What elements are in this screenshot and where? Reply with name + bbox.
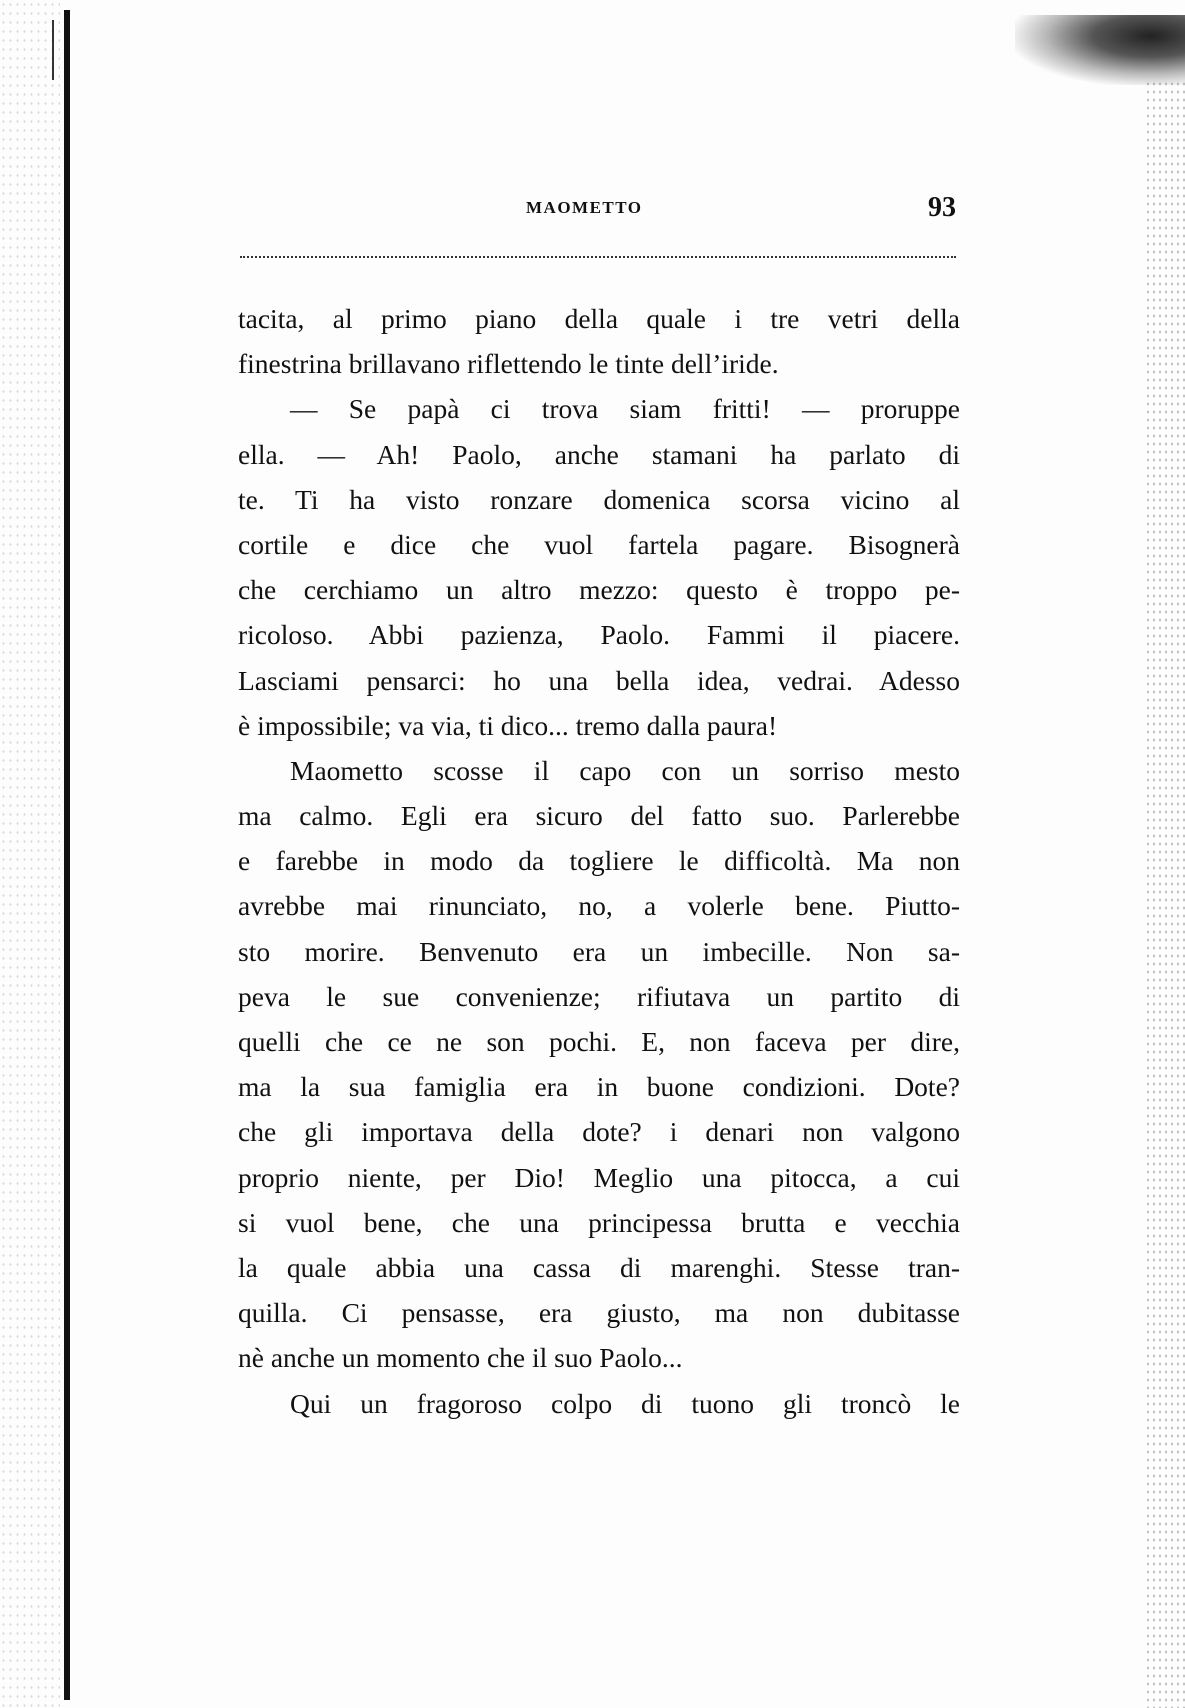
text-line: finestrina brillavano riflettendo le tinte dell’iride.	[238, 348, 779, 380]
text-line: cortile e dice che vuol fartela pagare. Bisognerà	[238, 528, 960, 560]
text-line: te. Ti ha visto ronzare domenica scorsa vicino al	[238, 483, 960, 515]
running-title: MAOMETTO	[526, 198, 643, 217]
binding-shadow-line	[64, 10, 70, 1700]
page-header	[236, 192, 956, 228]
text-line: la quale abbia una cassa di marenghi. Stesse tran-	[238, 1251, 960, 1283]
corner-smudge	[1015, 15, 1185, 85]
text-line: che cerchiamo un altro mezzo: questo è troppo pe-	[238, 574, 960, 606]
text-line: quelli che ce ne son pochi. E, non faceva per dire,	[238, 1026, 960, 1057]
page-number: 93	[928, 192, 956, 223]
text-line: si vuol bene, che una principessa brutta e vecchia	[238, 1206, 960, 1238]
body-text	[238, 296, 960, 1426]
text-line: nè anche un momento che il suo Paolo...	[238, 1342, 683, 1374]
text-line: — Se papà ci trova siam fritti! — proruppe	[290, 393, 960, 425]
binding-mark	[52, 20, 54, 80]
text-line: ella. — Ah! Paolo, anche stamani ha parlato di	[238, 438, 960, 470]
text-line: quilla. Ci pensasse, era giusto, ma non dubitasse	[238, 1297, 960, 1329]
text-line: e farebbe in modo da togliere le difficoltà. Ma non	[238, 845, 960, 877]
header-rule	[240, 256, 956, 258]
text-line: ma la sua famiglia era in buone condizioni. Dote?	[238, 1071, 960, 1103]
page-speckle-right	[1145, 80, 1185, 1708]
text-line: sto morire. Benvenuto era un imbecille. Non sa-	[238, 935, 960, 967]
text-line: ricoloso. Abbi pazienza, Paolo. Fammi il piacere.	[238, 619, 960, 651]
text-line: ma calmo. Egli era sicuro del fatto suo. Parlerebbe	[238, 800, 960, 832]
text-line: proprio niente, per Dio! Meglio una pitocca, a cui	[238, 1161, 960, 1193]
text-line: tacita, al primo piano della quale i tre vetri della	[238, 303, 960, 334]
text-line: Maometto scosse il capo con un sorriso mesto	[290, 754, 960, 786]
text-line: che gli importava della dote? i denari non valgono	[238, 1116, 960, 1148]
text-line: è impossibile; va via, ti dico... tremo dalla paura!	[238, 709, 778, 741]
text-line: Lasciami pensarci: ho una bella idea, vedrai. Adesso	[238, 664, 960, 696]
text-line: avrebbe mai rinunciato, no, a volerle bene. Piutto-	[238, 890, 960, 922]
text-line: Qui un fragoroso colpo di tuono gli troncò le	[290, 1387, 960, 1419]
text-line: peva le sue convenienze; rifiutava un partito di	[238, 980, 960, 1012]
page-speckle-left	[0, 0, 60, 1708]
